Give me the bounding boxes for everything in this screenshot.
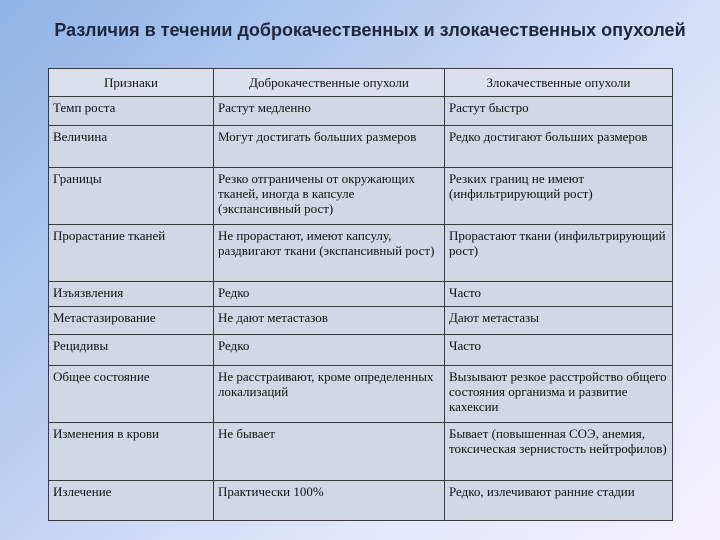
table-cell: Границы [49, 168, 214, 225]
column-header: Злокачественные опухоли [445, 69, 673, 97]
table-cell: Не расстраивают, кроме определенных локализаций [214, 366, 445, 423]
table-cell: Часто [445, 282, 673, 307]
table-row [49, 423, 673, 481]
table-cell: Не бывает [214, 423, 445, 481]
table-cell: Метастазирование [49, 307, 214, 335]
table-cell: Не прорастают, имеют капсулу, раздвигают ткани (экспансивный рост) [214, 225, 445, 282]
column-header: Признаки [49, 69, 214, 97]
table-cell: Дают метастазы [445, 307, 673, 335]
table-cell: Бывает (повышенная СОЭ, анемия, токсическая зернистость нейтрофилов) [445, 423, 673, 481]
table-cell: Рецидивы [49, 335, 214, 366]
table-row [49, 481, 673, 521]
table-cell: Редко, излечивают ранние стадии [445, 481, 673, 521]
table-cell: Не дают метастазов [214, 307, 445, 335]
table-header-row [49, 69, 673, 97]
table-cell: Величина [49, 126, 214, 168]
table-cell: Вызывают резкое расстройство общего состояния организма и развитие кахексии [445, 366, 673, 423]
table-cell: Практически 100% [214, 481, 445, 521]
table-row [49, 282, 673, 307]
table-row [49, 335, 673, 366]
table-cell: Излечение [49, 481, 214, 521]
page-title: Различия в течении доброкачественных и злокачественных опухолей [54, 20, 686, 40]
table-cell: Изменения в крови [49, 423, 214, 481]
table-cell: Изъязвления [49, 282, 214, 307]
table-row [49, 168, 673, 225]
table-cell: Редко [214, 335, 445, 366]
table-cell: Прорастание тканей [49, 225, 214, 282]
table-cell: Растут медленно [214, 97, 445, 126]
comparison-table [48, 68, 673, 521]
table-row [49, 97, 673, 126]
table-cell: Могут достигать больших размеров [214, 126, 445, 168]
table-cell: Резких границ не имеют (инфильтрирующий рост) [445, 168, 673, 225]
table-row [49, 307, 673, 335]
table-cell: Редко [214, 282, 445, 307]
table-cell: Прорастают ткани (инфильтрирующий рост) [445, 225, 673, 282]
column-header: Доброкачественные опухоли [214, 69, 445, 97]
table-cell: Темп роста [49, 97, 214, 126]
table-row [49, 366, 673, 423]
table-cell: Редко достигают больших размеров [445, 126, 673, 168]
table-cell: Растут быстро [445, 97, 673, 126]
table-row [49, 126, 673, 168]
table-cell: Часто [445, 335, 673, 366]
table-row [49, 225, 673, 282]
table-cell: Общее состояние [49, 366, 214, 423]
table-cell: Резко отграничены от окружающих тканей, иногда в капсуле (экспансивный рост) [214, 168, 445, 225]
